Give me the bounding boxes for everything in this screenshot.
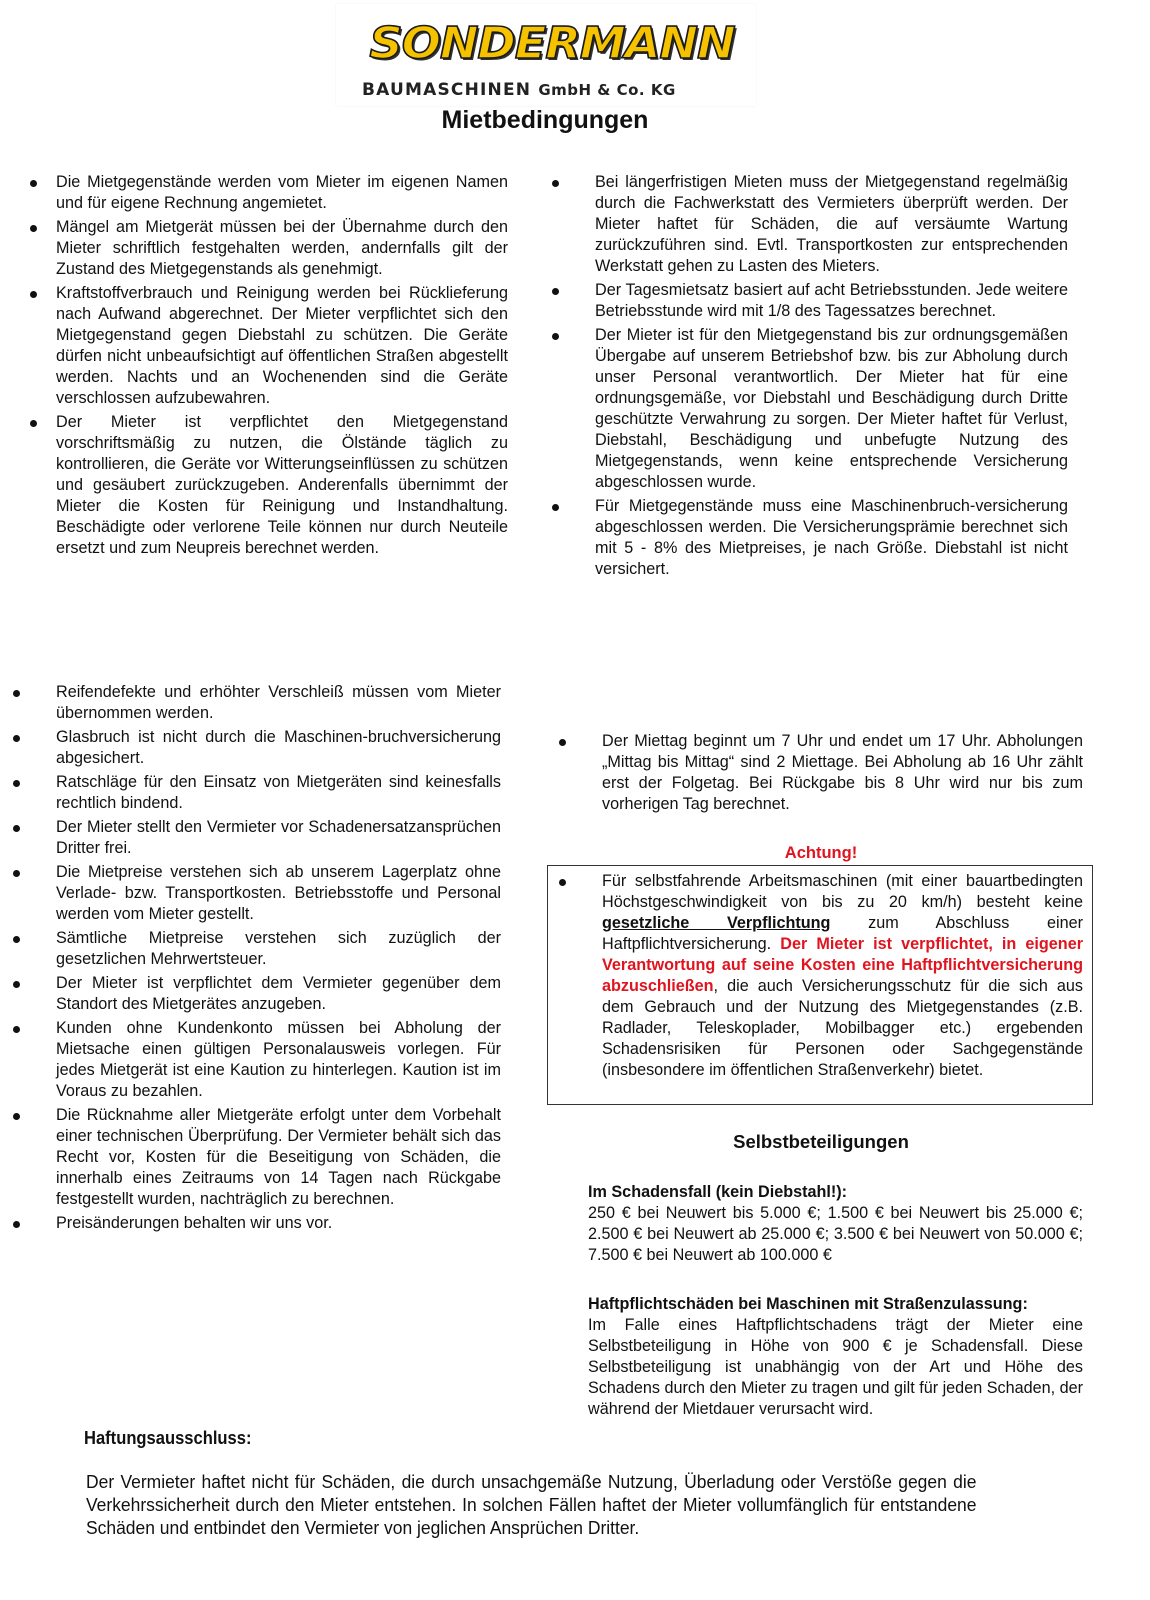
bullet-icon [552, 333, 559, 340]
term-text: Mängel am Mietgerät müssen bei der Übernahme durch den Mieter schriftlich festgehalten werden, andernfalls gilt der Zustand des Mietgegenstands als genehmigt. [56, 218, 508, 278]
logo-subtitle-main: BAUMASCHINEN [362, 80, 532, 100]
term-item [56, 283, 508, 409]
warning-list [602, 871, 1083, 1084]
bullet-icon [559, 739, 566, 746]
logo-wordmark: SONDERMANN [369, 18, 735, 69]
bullet-icon [13, 936, 20, 943]
deductible-damage-text: 250 € bei Neuwert bis 5.000 €; 1.500 € bei Neuwert bis 25.000 €; 2.500 € bei Neuwert ab 25.000 €; 3.500 € bei Neuwert von 50.000 €; 7.500 € bei Neuwert ab 100.000 € [588, 1204, 1083, 1264]
deductibles-title: Selbstbeteiligungen [733, 1131, 909, 1152]
term-item [56, 862, 501, 925]
term-text: Die Rücknahme aller Mietgeräte erfolgt unter dem Vorbehalt einer technischen Überprüfung. Der Vermieter behält sich das Recht vor, Kosten für die Beseitigung von Schäden, die innerhalb eines Zeitraums von 14 Tagen nach Rückgabe festgestellt wurden, nachträglich zu berechnen. [56, 1106, 501, 1208]
warning-box [547, 865, 1093, 1105]
bullet-icon [13, 981, 20, 988]
deductible-damage-heading: Im Schadensfall (kein Diebstahl!): [588, 1183, 848, 1201]
warning-obligation: Der Mieter ist verpflichtet, in eigener Verantwortung auf seine Kosten eine Haftpflichtversicherung abzuschließen [602, 935, 1083, 995]
page-title: Mietbedingungen [441, 106, 649, 134]
term-item [56, 682, 501, 724]
term-text: Der Mieter stellt den Vermieter vor Schadenersatzansprüchen Dritter frei. [56, 818, 501, 857]
term-item [56, 217, 508, 280]
term-item [56, 817, 501, 859]
term-item [56, 973, 501, 1015]
bullet-icon [30, 180, 37, 187]
bullet-icon [552, 180, 559, 187]
term-item [595, 280, 1068, 322]
liability-exclusion-text: Der Vermieter haftet nicht für Schäden, die durch unsachgemäße Nutzung, Überladung oder Verstöße gegen die Verkehrssicherheit durch den Mieter entstehen. In solchen Fällen haftet der Mieter vollumfänglich für entstandene Schäden und entbindet den Vermieter von jeglichen Ansprüchen Dritter. [86, 1472, 977, 1538]
term-text: Die Mietpreise verstehen sich ab unserem Lagerplatz ohne Verlade- bzw. Transportkosten. Betriebsstoffe und Personal werden vom Mieter gestellt. [56, 863, 501, 923]
liability-exclusion-title: Haftungsausschluss: [84, 1428, 252, 1448]
bullet-icon [13, 1221, 20, 1228]
deductible-liability-text: Im Falle eines Haftpflichtschadens trägt der Mieter eine Selbstbeteiligung in Höhe von 900 € je Schadensfall. Diese Selbstbeteiligung ist unabhängig von der Art und Höhe des Schadens durch den Mieter zu tragen und gilt für jeden Schaden, der während der Mietdauer verursacht wird. [588, 1316, 1083, 1418]
term-text: Der Tagesmietsatz basiert auf acht Betriebsstunden. Jede weitere Betriebsstunde wird mit 1/8 des Tagessatzes berechnet. [595, 281, 1068, 320]
term-text: Der Mieter ist verpflichtet dem Vermieter gegenüber dem Standort des Mietgerätes anzugeben. [56, 974, 501, 1013]
terms-list-top-right [595, 172, 1068, 583]
term-text: Kraftstoffverbrauch und Reinigung werden bei Rücklieferung nach Aufwand abgerechnet. Der Mieter verpflichtet sich den Mietgegenstand gegen Diebstahl zu schützen. Die Geräte dürfen nicht unbeaufsichtigt auf öffentlichen Straßen abgestellt werden. Nachts und an Wochenenden sind die Geräte verschlossen aufzubewahren. [56, 284, 508, 407]
term-item [56, 928, 501, 970]
warning-item [602, 871, 1083, 1081]
term-text: Der Mieter ist verpflichtet den Mietgegenstand vorschriftsmäßig zu nutzen, die Ölstände täglich zu kontrollieren, die Geräte vor Witterungseinflüssen zu schützen und gesäubert zurückzugeben. Anderenfalls übernimmt der Mieter die Kosten für Reinigung und Instandhaltung. Beschädigte oder verlorene Teile können nur durch Neuteile ersetzt und zum Neupreis berechnet werden. [56, 413, 508, 557]
term-text: Reifendefekte und erhöhter Verschleiß müssen vom Mieter übernommen werden. [56, 683, 501, 722]
term-item [56, 412, 508, 559]
deductible-liability-heading: Haftpflichtschäden bei Maschinen mit Straßenzulassung: [588, 1295, 1028, 1313]
bullet-icon [30, 225, 37, 232]
logo-subtitle [362, 80, 742, 100]
deductible-liability-block [588, 1294, 1083, 1420]
term-item [595, 172, 1068, 277]
bullet-icon [13, 690, 20, 697]
bullet-icon [13, 735, 20, 742]
terms-list-top-left [56, 172, 508, 562]
term-text: Sämtliche Mietpreise verstehen sich zuzüglich der gesetzlichen Mehrwertsteuer. [56, 929, 501, 968]
bullet-icon [13, 780, 20, 787]
term-text: Der Miettag beginnt um 7 Uhr und endet um 17 Uhr. Abholungen „Mittag bis Mittag“ sind 2 Miettage. Bei Abholung ab 16 Uhr zählt erst der Folgetag. Bei Rückgabe bis 8 Uhr wird nur bis zum vorherigen Tag berechnet. [602, 732, 1083, 813]
term-item [56, 1105, 501, 1210]
bullet-icon [13, 1026, 20, 1033]
deductible-damage-block [588, 1182, 1083, 1266]
bullet-icon [552, 288, 559, 295]
term-item [595, 325, 1068, 493]
term-text: Der Mieter ist für den Mietgegenstand bis zur ordnungsgemäßen Übergabe auf unserem Betriebshof bzw. bis zur Abholung durch unser Personal verantwortlich. Der Mieter hat für eine ordnungsgemäße, vor Diebstahl und Beschädigung durch Dritte geschützte Verwahrung zu sorgen. Der Mieter haftet für Verlust, Diebstahl, Beschädigung und unbefugte Nutzung des Mietgegenstands, wenn keine entsprechende Versicherung abgeschlossen wurde. [595, 326, 1068, 491]
term-item [602, 731, 1083, 815]
logo-subtitle-suffix: GmbH & Co. KG [538, 81, 676, 99]
term-text: Glasbruch ist nicht durch die Maschinen-bruchversicherung abgesichert. [56, 728, 501, 767]
term-text: Die Mietgegenstände werden vom Mieter im eigenen Namen und für eigene Rechnung angemietet. [56, 173, 508, 212]
bullet-icon [13, 1113, 20, 1120]
term-text: Für Mietgegenstände muss eine Maschinenbruch-versicherung abgeschlossen werden. Die Versicherungsprämie berechnet sich mit 5 - 8% des Mietpreises, je nach Größe. Diebstahl ist nicht versichert. [595, 497, 1068, 578]
warning-emphasis: gesetzliche Verpflichtung [602, 914, 831, 932]
term-item [56, 772, 501, 814]
bullet-icon [552, 504, 559, 511]
term-item [56, 727, 501, 769]
warning-title: Achtung! [784, 844, 858, 862]
company-logo [336, 4, 756, 106]
term-text: Bei längerfristigen Mieten muss der Mietgegenstand regelmäßig durch die Fachwerkstatt des Vermieters überprüft werden. Der Mieter haftet für Schäden, die auf versäumte Wartung zurückzuführen sind. Evtl. Transportkosten zur entsprechenden Werkstatt gehen zu Lasten des Mieters. [595, 173, 1068, 275]
terms-list-bottom-left [56, 682, 501, 1237]
term-text: Kunden ohne Kundenkonto müssen bei Abholung der Mietsache einen gültigen Personalausweis vorlegen. Für jedes Mietgerät ist eine Kaution zu hinterlegen. Kaution ist im Voraus zu bezahlen. [56, 1019, 501, 1100]
term-item [56, 1213, 501, 1234]
warning-text-part2: zum Abschluss einer Haftpflichtversicherung. [602, 914, 1083, 953]
term-item [595, 496, 1068, 580]
bullet-icon [30, 291, 37, 298]
term-text: Preisänderungen behalten wir uns vor. [56, 1214, 333, 1232]
bullet-icon [559, 879, 566, 886]
bullet-icon [30, 420, 37, 427]
bullet-icon [13, 870, 20, 877]
bullet-icon [13, 825, 20, 832]
term-item [56, 1018, 501, 1102]
term-item [56, 172, 508, 214]
terms-list-bottom-right [602, 731, 1083, 818]
term-text: Ratschläge für den Einsatz von Mietgeräten sind keinesfalls rechtlich bindend. [56, 773, 501, 812]
warning-text-part1: Für selbstfahrende Arbeitsmaschinen (mit einer bauartbedingten Höchstgeschwindigkeit von bis zu 20 km/h) besteht keine [602, 872, 1083, 911]
warning-text-part3: , die auch Versicherungsschutz für die sich aus dem Gebrauch und der Nutzung des Mietgegenstandes (z.B. Radlader, Teleskoplader, Mobilbagger etc.) ergebenden Schadensrisiken für Personen oder Sachgegenstände (insbesondere im öffentlichen Straßenverkehr) bietet. [602, 977, 1083, 1079]
